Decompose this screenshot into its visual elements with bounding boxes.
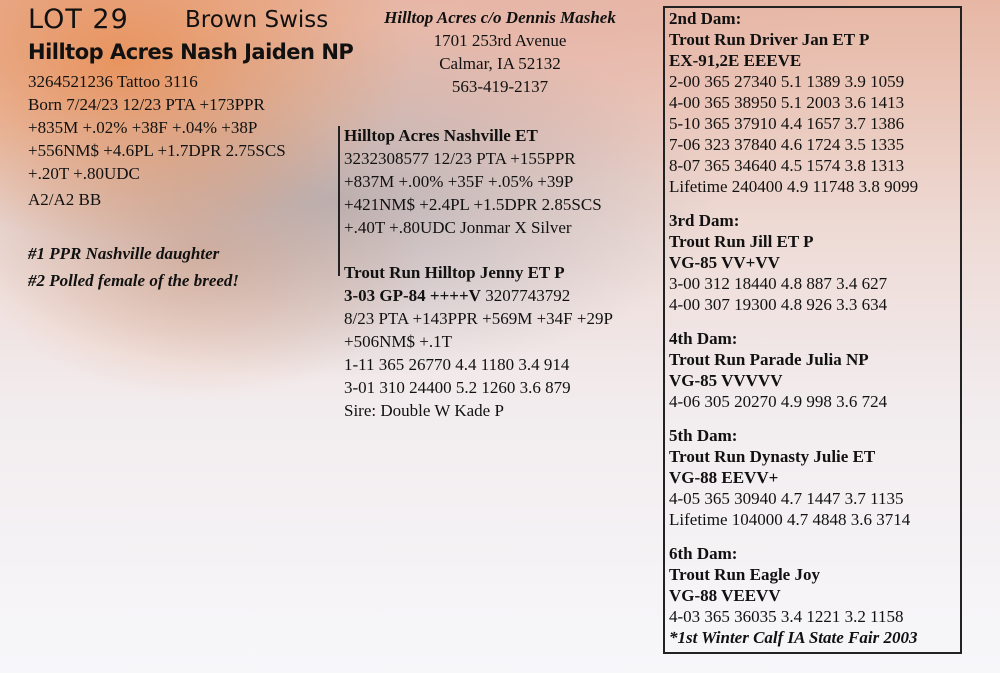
dam-pedigree — [669, 8, 918, 661]
dam-line: 8/23 PTA +143PPR +569M +34F +29P — [344, 309, 613, 328]
owner-address: 1701 253rd Avenue — [433, 31, 567, 50]
animal-line: +.20T +.80UDC — [28, 164, 140, 183]
dam-line: 1-11 365 26770 4.4 1180 3.4 914 — [344, 355, 570, 374]
dam-score: VG-88 EEVV+ — [669, 468, 779, 487]
dam-heading: 5th Dam: — [669, 426, 738, 445]
dam-entry-2 — [669, 8, 918, 197]
sire-line: +.40T +.80UDC Jonmar X Silver — [344, 218, 572, 237]
dam-record: 4-03 365 36035 3.4 1221 3.2 1158 — [669, 607, 904, 626]
note-line: #1 PPR Nashville daughter — [28, 244, 220, 263]
animal-line: +835M +.02% +38F +.04% +38P — [28, 118, 258, 137]
breed-label: Brown Swiss — [185, 7, 329, 33]
owner-block — [350, 6, 650, 98]
dam-record: 4-00 307 19300 4.8 926 3.3 634 — [669, 295, 888, 314]
dam-line: +506NM$ +.1T — [344, 332, 452, 351]
dam-entry-3 — [669, 210, 918, 315]
animal-line: +556NM$ +4.6PL +1.7DPR 2.75SCS — [28, 141, 286, 160]
dam-heading: 4th Dam: — [669, 329, 738, 348]
dam-heading: 3rd Dam: — [669, 211, 740, 230]
animal-name: Hilltop Acres Nash Jaiden NP — [28, 40, 354, 64]
dam-record: Lifetime 240400 4.9 11748 3.8 9099 — [669, 177, 919, 196]
dam-entry-4 — [669, 328, 918, 412]
dam-entry-name: Trout Run Parade Julia NP — [669, 350, 869, 369]
dam-note: *1st Winter Calf IA State Fair 2003 — [669, 628, 918, 647]
dam-record: 7-06 323 37840 4.6 1724 3.5 1335 — [669, 135, 905, 154]
dam-record: Lifetime 104000 4.7 4848 3.6 3714 — [669, 510, 911, 529]
dam-record: 4-05 365 30940 4.7 1447 3.7 1135 — [669, 489, 904, 508]
pedigree-bracket — [338, 126, 343, 276]
dam-score: VG-85 VVVVV — [669, 371, 783, 390]
animal-line: A2/A2 BB — [28, 190, 102, 209]
dam-record: 4-06 305 20270 4.9 998 3.6 724 — [669, 392, 888, 411]
dam-record: 3-00 312 18440 4.8 887 3.4 627 — [669, 274, 888, 293]
dam-score: VG-88 VEEVV — [669, 586, 781, 605]
sire-line: +421NM$ +2.4PL +1.5DPR 2.85SCS — [344, 195, 602, 214]
animal-line: 3264521236 Tattoo 3116 — [28, 72, 198, 91]
sire-line: +837M +.00% +35F +.05% +39P — [344, 172, 574, 191]
owner-phone: 563-419-2137 — [451, 77, 549, 96]
dam-entry-name: Trout Run Eagle Joy — [669, 565, 820, 584]
dam-record: 5-10 365 37910 4.4 1657 3.7 1386 — [669, 114, 905, 133]
dam-score: EX-91,2E EEEVE — [669, 51, 802, 70]
animal-line: Born 7/24/23 12/23 PTA +173PPR — [28, 95, 265, 114]
dam-record: 2-00 365 27340 5.1 1389 3.9 1059 — [669, 72, 905, 91]
sire-block — [344, 124, 613, 422]
owner-city: Calmar, IA 52132 — [439, 54, 561, 73]
dam-heading: 2nd Dam: — [669, 9, 742, 28]
dam-entry-5 — [669, 425, 918, 530]
dam-registration: 3207743792 — [485, 286, 571, 305]
dam-entry-name: Trout Run Dynasty Julie ET — [669, 447, 876, 466]
sire-line: 3232308577 12/23 PTA +155PPR — [344, 149, 576, 168]
dam-entry-name: Trout Run Jill ET P — [669, 232, 814, 251]
dam-entry-name: Trout Run Driver Jan ET P — [669, 30, 870, 49]
dam-score: VG-85 VV+VV — [669, 253, 780, 272]
animal-details — [28, 70, 286, 211]
dam-name: Trout Run Hilltop Jenny ET P — [344, 263, 565, 282]
dam-classification: 3-03 GP-84 ++++V — [344, 286, 481, 305]
animal-notes — [28, 240, 239, 294]
dam-class-line — [344, 284, 613, 307]
dam-line: Sire: Double W Kade P — [344, 401, 504, 420]
lot-number: LOT 29 — [28, 4, 129, 35]
dam-entry-6 — [669, 543, 918, 648]
note-line: #2 Polled female of the breed! — [28, 271, 240, 290]
dam-record: 8-07 365 34640 4.5 1574 3.8 1313 — [669, 156, 905, 175]
sire-name: Hilltop Acres Nashville ET — [344, 126, 538, 145]
dam-record: 4-00 365 38950 5.1 2003 3.6 1413 — [669, 93, 905, 112]
dam-line: 3-01 310 24400 5.2 1260 3.6 879 — [344, 378, 571, 397]
owner-name: Hilltop Acres c/o Dennis Mashek — [384, 8, 616, 27]
dam-heading: 6th Dam: — [669, 544, 738, 563]
